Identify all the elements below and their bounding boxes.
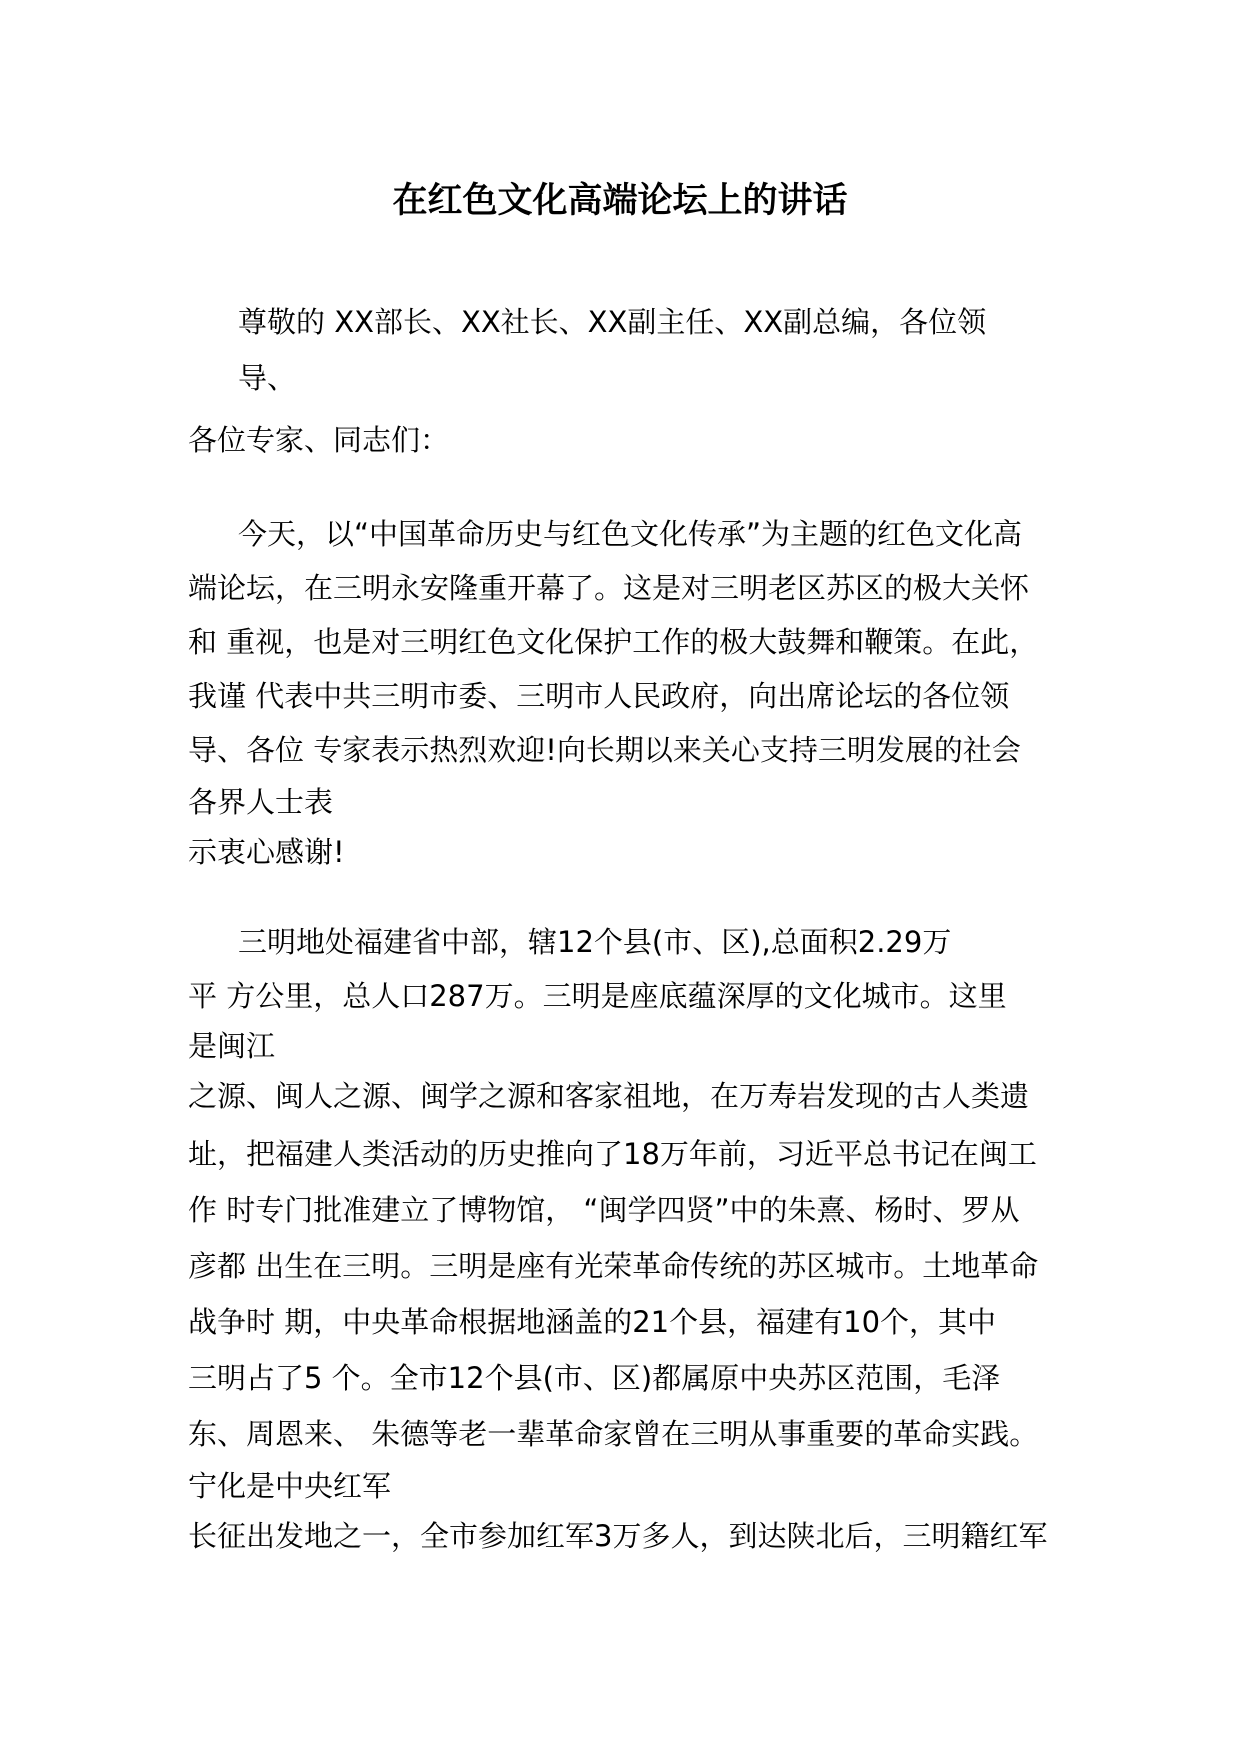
paragraph-line: 长征出发地之一，全市参加红军3万多人，到达陕北后，三明籍红军 bbox=[188, 1519, 1048, 1553]
paragraph-line: 尊敬的 XX部长、XX社长、XX副主任、XX副总编，各位领 bbox=[238, 305, 987, 339]
paragraph-line: 作 时专门批准建立了博物馆， “闽学四贤”中的朱熹、杨时、罗从 bbox=[188, 1193, 1020, 1227]
paragraph-line: 各位专家、同志们： bbox=[188, 423, 450, 457]
paragraph-line: 宁化是中央红军 bbox=[188, 1469, 392, 1503]
paragraph-line: 各界人士表 bbox=[188, 785, 334, 819]
paragraph-line: 和 重视，也是对三明红色文化保护工作的极大鼓舞和鞭策。在此， bbox=[188, 625, 1039, 659]
paragraph-line: 是闽江 bbox=[188, 1029, 276, 1063]
paragraph-line: 我谨 代表中共三明市委、三明市人民政府，向出席论坛的各位领 bbox=[188, 679, 1010, 713]
paragraph-line: 彦都 出生在三明。三明是座有光荣革命传统的苏区城市。土地革命 bbox=[188, 1249, 1039, 1283]
document-title: 在红色文化高端论坛上的讲话 bbox=[392, 181, 848, 221]
paragraph-line: 平 方公里，总人口287万。三明是座底蕴深厚的文化城市。这里 bbox=[188, 979, 1007, 1013]
paragraph-line: 导、 bbox=[238, 361, 297, 395]
paragraph-line: 战争时 期，中央革命根据地涵盖的21个县，福建有10个，其中 bbox=[188, 1305, 997, 1339]
paragraph-line: 三明地处福建省中部，辖12个县(市、区),总面积2.29万 bbox=[238, 925, 952, 959]
paragraph-line: 今天，以“中国革命历史与红色文化传承”为主题的红色文化高 bbox=[238, 517, 1023, 551]
paragraph-line: 之源、闽人之源、闽学之源和客家祖地，在万寿岩发现的古人类遗 bbox=[188, 1079, 1030, 1113]
paragraph-line: 导、各位 专家表示热烈欢迎!向长期以来关心支持三明发展的社会 bbox=[188, 733, 1021, 767]
paragraph-line: 三明占了5 个。全市12个县(市、区)都属原中央苏区范围，毛泽 bbox=[188, 1361, 1001, 1395]
paragraph-line: 址，把福建人类活动的历史推向了18万年前，习近平总书记在闽工 bbox=[188, 1137, 1037, 1171]
paragraph-line: 端论坛，在三明永安隆重开幕了。这是对三明老区苏区的极大关怀 bbox=[188, 571, 1030, 605]
paragraph-line: 东、周恩来、 朱德等老一辈革命家曾在三明从事重要的革命实践。 bbox=[188, 1417, 1039, 1451]
paragraph-line: 示衷心感谢! bbox=[188, 835, 345, 869]
